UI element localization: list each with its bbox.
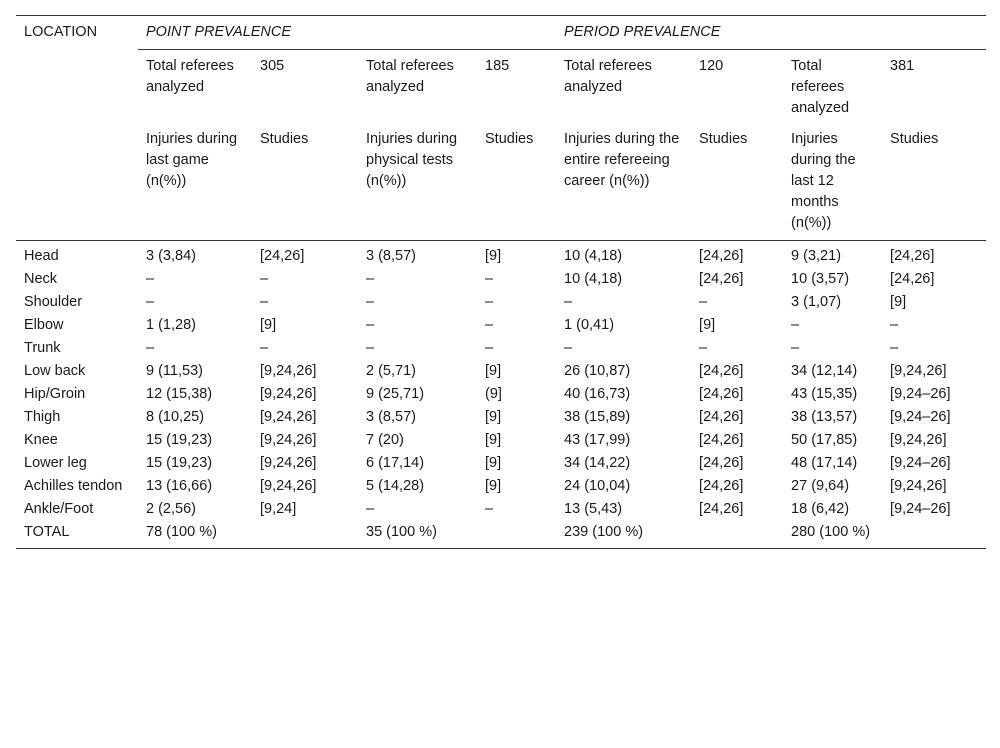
studies-cell: –: [485, 294, 494, 310]
injury-count-cell: 34 (12,14): [791, 363, 858, 379]
injury-count-cell: 13 (16,66): [146, 478, 213, 494]
total-referees-label: Total referees analyzed: [138, 50, 252, 126]
period-prevalence-header: PERIOD PREVALENCE: [564, 24, 721, 40]
studies-cell: [9]: [485, 248, 502, 264]
injury-count-cell: 18 (6,42): [791, 501, 850, 517]
injury-count-cell: –: [146, 294, 155, 310]
injury-count-cell: 50 (17,85): [791, 432, 858, 448]
table-row: [16, 268, 986, 291]
studies-cell: [9,24,26]: [260, 432, 317, 448]
injury-count-cell: 78 (100 %): [146, 524, 217, 540]
studies-cell: –: [260, 294, 269, 310]
studies-cell: –: [890, 340, 899, 356]
studies-cell: [9]: [485, 455, 502, 471]
studies-cell: [9,24,26]: [890, 478, 947, 494]
studies-cell: [477, 521, 556, 549]
injury-count-cell: 13 (5,43): [564, 501, 623, 517]
studies-header: Studies: [260, 131, 309, 147]
studies-cell: [691, 521, 783, 549]
table-row: [16, 475, 986, 498]
location-cell: Ankle/Foot: [24, 501, 94, 517]
injury-count-cell: 40 (16,73): [564, 386, 631, 402]
injury-count-cell: –: [564, 340, 573, 356]
studies-cell: –: [485, 340, 494, 356]
studies-cell: [9]: [485, 478, 502, 494]
total-referees-label: Total referees analyzed: [358, 50, 477, 126]
studies-cell: [9,24,26]: [260, 409, 317, 425]
total-referees-value: 381: [882, 50, 986, 126]
table-row: [16, 452, 986, 475]
injury-count-cell: 280 (100 %): [791, 524, 871, 540]
table-body: [16, 241, 986, 549]
studies-cell: –: [699, 294, 708, 310]
studies-header: Studies: [699, 131, 748, 147]
studies-cell: –: [485, 271, 494, 287]
studies-cell: [24,26]: [699, 455, 744, 471]
injury-count-cell: 35 (100 %): [366, 524, 437, 540]
studies-cell: [24,26]: [890, 248, 935, 264]
location-cell: Achilles tendon: [24, 478, 123, 494]
table-row: [16, 241, 986, 269]
location-cell: Hip/Groin: [24, 386, 86, 402]
studies-cell: [24,26]: [699, 271, 744, 287]
location-cell: Trunk: [24, 340, 61, 356]
studies-cell: [9,24,26]: [260, 478, 317, 494]
injury-count-cell: 27 (9,64): [791, 478, 850, 494]
injury-count-cell: –: [366, 294, 375, 310]
total-referees-value: 305: [252, 50, 358, 126]
location-cell: Thigh: [24, 409, 61, 425]
injury-count-cell: –: [564, 294, 573, 310]
studies-cell: [24,26]: [699, 432, 744, 448]
injury-count-cell: 6 (17,14): [366, 455, 425, 471]
injury-count-cell: 239 (100 %): [564, 524, 644, 540]
injury-count-cell: 3 (3,84): [146, 248, 196, 264]
injury-count-cell: 9 (25,71): [366, 386, 425, 402]
injury-count-cell: 8 (10,25): [146, 409, 205, 425]
location-cell: Shoulder: [24, 294, 83, 310]
total-referees-value: 185: [477, 50, 556, 126]
studies-cell: –: [485, 317, 494, 333]
injury-count-cell: 3 (8,57): [366, 409, 416, 425]
injury-count-cell: 38 (13,57): [791, 409, 858, 425]
total-referees-label: Total referees analyzed: [556, 50, 691, 126]
studies-cell: [9]: [485, 363, 502, 379]
location-cell: TOTAL: [24, 524, 70, 540]
studies-cell: [9,24,26]: [260, 455, 317, 471]
table-row: [16, 291, 986, 314]
studies-cell: [9]: [485, 409, 502, 425]
table-row: [16, 314, 986, 337]
studies-cell: –: [260, 340, 269, 356]
studies-cell: [882, 521, 986, 549]
studies-cell: [9,24–26]: [890, 501, 951, 517]
table-row: [16, 498, 986, 521]
injury-count-cell: –: [366, 501, 375, 517]
injury-count-cell: 3 (8,57): [366, 248, 416, 264]
injury-count-cell: –: [146, 340, 155, 356]
injury-count-cell: 1 (0,41): [564, 317, 615, 333]
studies-cell: [9]: [699, 317, 716, 333]
injury-count-cell: 48 (17,14): [791, 455, 858, 471]
injury-count-cell: 24 (10,04): [564, 478, 631, 494]
injury-count-cell: –: [146, 271, 155, 287]
prevalence-table: [16, 15, 986, 549]
location-cell: Knee: [24, 432, 58, 448]
injury-count-cell: 38 (15,89): [564, 409, 631, 425]
table-row: [16, 360, 986, 383]
studies-cell: [24,26]: [699, 478, 744, 494]
studies-cell: [9,24,26]: [890, 363, 947, 379]
studies-cell: [9,24–26]: [890, 386, 951, 402]
point-prevalence-header: POINT PREVALENCE: [146, 24, 292, 40]
injury-count-cell: –: [366, 317, 375, 333]
location-header: LOCATION: [24, 24, 98, 40]
injury-count-cell: –: [366, 271, 375, 287]
studies-cell: [24,26]: [699, 386, 744, 402]
injury-count-cell: –: [791, 317, 800, 333]
studies-cell: [9]: [485, 432, 502, 448]
table-row: [16, 383, 986, 406]
studies-cell: –: [890, 317, 899, 333]
injury-count-cell: 2 (2,56): [146, 501, 196, 517]
injury-count-cell: 26 (10,87): [564, 363, 631, 379]
column-header: Injuries during the entire refereeing career (n(%)): [564, 131, 680, 189]
studies-cell: [9]: [890, 294, 907, 310]
location-cell: Elbow: [24, 317, 64, 333]
studies-cell: [24,26]: [260, 248, 305, 264]
injury-count-cell: 9 (3,21): [791, 248, 842, 264]
studies-cell: [24,26]: [890, 271, 935, 287]
injury-count-cell: 12 (15,38): [146, 386, 213, 402]
table-row: [16, 337, 986, 360]
injury-count-cell: 43 (17,99): [564, 432, 631, 448]
studies-cell: [9,24,26]: [260, 363, 317, 379]
location-cell: Lower leg: [24, 455, 87, 471]
location-cell: Head: [24, 248, 59, 264]
injury-count-cell: –: [366, 340, 375, 356]
injury-count-cell: 5 (14,28): [366, 478, 425, 494]
total-referees-value: 120: [691, 50, 783, 126]
location-cell: Neck: [24, 271, 58, 287]
injury-count-cell: 15 (19,23): [146, 432, 213, 448]
studies-header: Studies: [890, 131, 939, 147]
injury-count-cell: 10 (4,18): [564, 271, 623, 287]
injury-count-cell: 10 (4,18): [564, 248, 623, 264]
studies-header: Studies: [485, 131, 534, 147]
table-row: [16, 406, 986, 429]
injury-count-cell: 9 (11,53): [146, 363, 203, 379]
table-row: [16, 429, 986, 452]
total-referees-label: Total referees analyzed: [783, 50, 882, 126]
column-header: Injuries during the last 12 months (n(%)): [791, 131, 856, 231]
injury-count-cell: 2 (5,71): [366, 363, 416, 379]
injury-count-cell: 43 (15,35): [791, 386, 858, 402]
injury-count-cell: 3 (1,07): [791, 294, 842, 310]
studies-cell: [24,26]: [699, 409, 744, 425]
location-cell: Low back: [24, 363, 86, 379]
studies-cell: [9,24]: [260, 501, 297, 517]
injury-count-cell: 34 (14,22): [564, 455, 631, 471]
injury-count-cell: 10 (3,57): [791, 271, 850, 287]
column-header: Injuries during physical tests (n(%)): [366, 131, 458, 189]
studies-cell: [24,26]: [699, 248, 744, 264]
injury-count-cell: –: [791, 340, 800, 356]
studies-cell: –: [699, 340, 708, 356]
studies-cell: [9]: [260, 317, 277, 333]
column-header: Injuries during last game (n(%)): [146, 131, 238, 189]
studies-cell: [24,26]: [699, 501, 744, 517]
studies-cell: –: [260, 271, 269, 287]
studies-cell: [24,26]: [699, 363, 744, 379]
studies-cell: [9,24,26]: [890, 432, 947, 448]
studies-cell: [252, 521, 358, 549]
injury-count-cell: 15 (19,23): [146, 455, 213, 471]
studies-cell: [9,24–26]: [890, 455, 951, 471]
injury-count-cell: 7 (20): [366, 432, 404, 448]
table-row: [16, 521, 986, 549]
injury-count-cell: 1 (1,28): [146, 317, 196, 333]
studies-cell: [9,24,26]: [260, 386, 317, 402]
studies-cell: [9,24–26]: [890, 409, 951, 425]
studies-cell: –: [485, 501, 494, 517]
studies-cell: (9]: [485, 386, 502, 402]
